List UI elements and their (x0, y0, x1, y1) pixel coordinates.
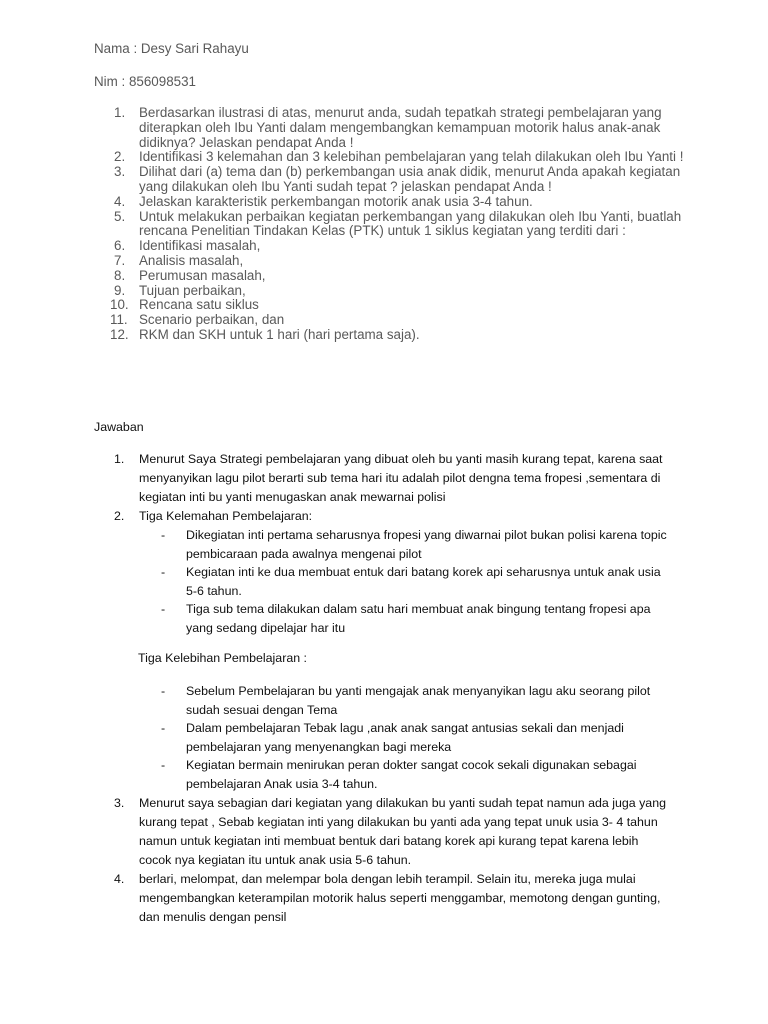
question-number: 8. (114, 267, 126, 283)
list-item (139, 682, 674, 719)
question-item (94, 328, 694, 343)
answers-heading: Jawaban (94, 420, 144, 434)
kelemahan-list (139, 526, 674, 638)
question-item (94, 313, 694, 328)
list-item-text: Sebelum Pembelajaran bu yanti mengajak anak menyanyikan lagu aku seorang pilot sudah sesuai dengan Tema (186, 684, 651, 717)
answer-list (94, 450, 674, 638)
answer-number: 4. (114, 872, 125, 886)
question-number: 4. (114, 193, 126, 209)
question-item (94, 284, 694, 299)
list-item (139, 563, 674, 600)
question-text: Identifikasi masalah, (139, 238, 261, 254)
question-text: Perumusan masalah, (139, 267, 266, 283)
list-item-text: Dikegiatan inti pertama seharusnya fropesi yang diwarnai pilot bukan polisi karena topic pembicaraan pada awalnya mengenai pilot (186, 528, 667, 561)
list-item-text: Dalam pembelajaran Tebak lagu ,anak anak sangat antusias sekali dan menjadi pembelajaran yang menyenangkan bagi mereka (186, 721, 624, 754)
dash-bullet: - (161, 758, 166, 773)
question-number: 9. (114, 282, 126, 298)
kelebihan-title: Tiga Kelebihan Pembelajaran : (138, 651, 307, 665)
list-item (139, 600, 674, 637)
question-text: Tujuan perbaikan, (139, 282, 246, 298)
question-text: Scenario perbaikan, dan (139, 312, 285, 328)
answer-item (94, 507, 674, 638)
question-number: 11. (110, 312, 128, 328)
question-number: 1. (114, 105, 126, 120)
list-item (139, 719, 674, 756)
answer-number: 1. (114, 452, 125, 466)
question-item (94, 106, 694, 150)
dash-bullet: - (161, 684, 166, 698)
list-item (139, 526, 674, 563)
student-name: Nama : Desy Sari Rahayu (94, 41, 249, 56)
answer-item (94, 870, 674, 927)
answer-number: 3. (114, 796, 125, 810)
dash-bullet: - (161, 602, 166, 617)
list-item-text: Tiga sub tema dilakukan dalam satu hari membuat anak bingung tentang fropesi apa yang sedang dipelajar har itu (186, 602, 651, 635)
list-item-text: Kegiatan bermain menirukan peran dokter sangat cocok sekali digunakan sebagai pembelajaran Anak usia 3-4 tahun. (186, 758, 637, 791)
list-item-text: Kegiatan inti ke dua membuat entuk dari batang korek api seharusnya untuk anak usia 5-6 tahun. (186, 565, 661, 598)
question-number: 2. (114, 149, 126, 165)
question-text: Untuk melakukan perbaikan kegiatan perkembangan yang dilakukan oleh Ibu Yanti, buatlah rencana Penelitian Tindakan Kelas (PTK) untuk 1 siklus kegiatan yang terditi dari : (139, 208, 682, 239)
answer-text: Menurut Saya Strategi pembelajaran yang dibuat oleh bu yanti masih kurang tepat, karena saat menyanyikan lagu pilot berarti sub tema hari itu adalah pilot dengna tema fropesi ,sementara di kegiatan inti bu yanti menugaskan anak mewarnai polisi (139, 452, 663, 504)
question-text: Identifikasi 3 kelemahan dan 3 kelebihan pembelajaran yang telah dilakukan oleh Ibu Yanti ! (139, 149, 684, 165)
question-number: 3. (114, 164, 126, 180)
dash-bullet: - (161, 721, 166, 736)
question-text: Berdasarkan ilustrasi di atas, menurut anda, sudah tepatkah strategi pembelajaran yang diterapkan oleh Ibu Yanti dalam mengembangkan kemampuan motorik halus anak-anak didiknya? Jelaskan pendapat Anda ! (139, 105, 662, 150)
question-item (94, 195, 694, 210)
question-text: Dilihat dari (a) tema dan (b) perkembangan usia anak didik, menurut Anda apakah kegiatan yang dilakukan oleh Ibu Yanti sudah tepat ? jelaskan pendapat Anda ! (139, 164, 681, 194)
answer-item (94, 450, 674, 507)
dash-bullet: - (161, 565, 166, 580)
dash-bullet: - (161, 528, 166, 542)
kelemahan-title: Tiga Kelemahan Pembelajaran: (139, 509, 313, 523)
kelebihan-list (139, 682, 674, 794)
question-item (94, 239, 694, 254)
question-number: 10. (110, 297, 129, 313)
list-item (139, 756, 674, 793)
student-nim: Nim : 856098531 (94, 74, 196, 89)
question-item (94, 269, 694, 284)
question-text: Analisis masalah, (139, 252, 244, 268)
question-list (94, 106, 694, 343)
question-number: 7. (114, 252, 126, 268)
question-item (94, 254, 694, 269)
answer-text: berlari, melompat, dan melempar bola dengan lebih terampil. Selain itu, mereka juga mulai mengembangkan keterampilan motorik halus seperti menggambar, memotong dengan gunting, dan menulis dengan pensil (139, 872, 661, 924)
answer-item (94, 794, 674, 870)
question-item (94, 210, 694, 240)
question-number: 5. (114, 208, 126, 224)
question-text: RKM dan SKH untuk 1 hari (hari pertama saja). (139, 326, 420, 342)
question-text: Rencana satu siklus (139, 297, 259, 313)
question-number: 12. (110, 326, 129, 342)
answer-list-continued (94, 794, 674, 927)
question-text: Jelaskan karakteristik perkembangan motorik anak usia 3-4 tahun. (139, 193, 533, 209)
question-number: 6. (114, 238, 126, 254)
answer-number: 2. (114, 509, 125, 523)
question-item (94, 165, 694, 195)
question-item (94, 298, 694, 313)
question-item (94, 150, 694, 165)
answer-text: Menurut saya sebagian dari kegiatan yang dilakukan bu yanti sudah tepat namun ada juga yang kurang tepat , Sebab kegiatan inti yang dilakukan bu yanti ada yang tepat unuk usia 3- 4 tahun namun untuk kegiatan inti membuat bentuk dari batang korek api kurang tepat karena lebih cocok nya kegiatan itu untuk anak usia 5-6 tahun. (139, 796, 666, 867)
